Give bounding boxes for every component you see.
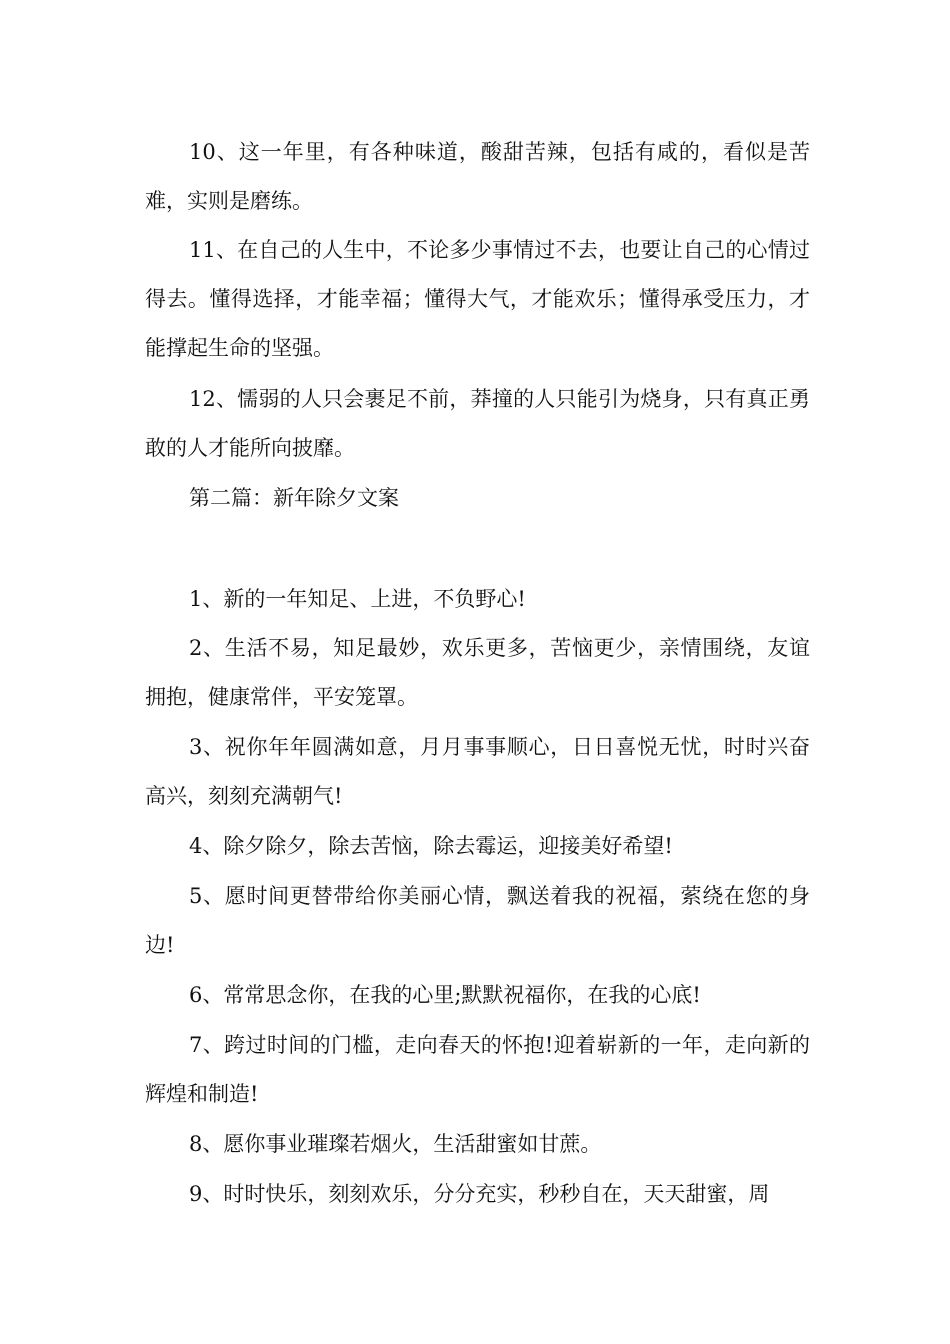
list-item: 12、懦弱的人只会裹足不前，莽撞的人只能引为烧身，只有真正勇敢的人才能所向披靡。 [145,387,810,460]
list-item: 4、除夕除夕，除去苦恼，除去霉运，迎接美好希望! [189,834,673,858]
list-item: 7、跨过时间的门槛，走向春天的怀抱!迎着崭新的一年，走向新的辉煌和制造! [145,1033,810,1106]
list-item: 6、常常思念你，在我的心里;默默祝福你，在我的心底! [189,983,701,1007]
section-heading: 第二篇：新年除夕文案 [189,486,399,510]
list-item: 2、生活不易，知足最妙，欢乐更多，苦恼更少，亲情围绕，友谊拥抱，健康常伴，平安笼罩。 [145,636,810,709]
list-item: 9、时时快乐，刻刻欢乐，分分充实，秒秒自在，天天甜蜜，周 [189,1182,770,1206]
list-item: 5、愿时间更替带给你美丽心情，飘送着我的祝福，萦绕在您的身边! [145,884,810,957]
list-item: 10、这一年里，有各种味道，酸甜苦辣，包括有咸的，看似是苦难，实则是磨练。 [145,140,810,213]
list-item: 11、在自己的人生中，不论多少事情过不去，也要让自己的心情过得去。懂得选择，才能幸福；懂得大气，才能欢乐；懂得承受压力，才能撑起生命的坚强。 [145,238,810,360]
list-item: 3、祝你年年圆满如意，月月事事顺心，日日喜悦无忧，时时兴奋高兴，刻刻充满朝气! [145,735,810,808]
list-item: 8、愿你事业璀璨若烟火，生活甜蜜如甘蔗。 [189,1132,602,1156]
list-item: 1、新的一年知足、上进，不负野心! [189,587,526,611]
